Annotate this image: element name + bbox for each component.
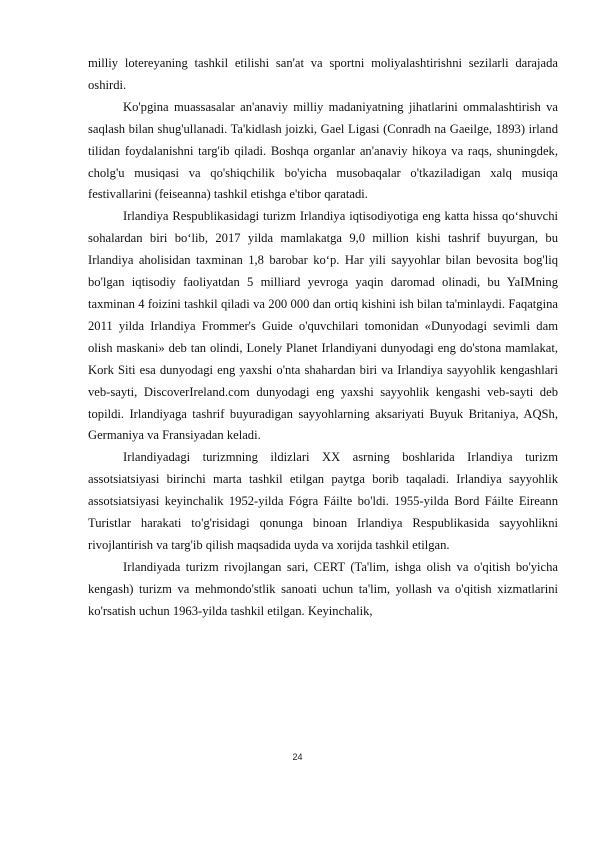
document-body [88, 53, 558, 623]
paragraph-cert-training: Irlandiyada turizm rivojlangan sari, CERT (Ta'lim, ishga olish va o'qitish bo'yicha kengash) turizm va mehmondo'stlik sanoati uchun ta'lim, yollash va o'qitish xizmatlarini ko'rsatish uchun 1963-yilda tashkil etilgan. Keyinchalik, [88, 559, 558, 618]
paragraph-continuation: milliy lotereyaning tashkil etilishi san'at va sportni moliyalashtirishni sezilarli darajada oshirdi. [88, 56, 558, 92]
paragraph-tourism-economy: Irlandiya Respublikasidagi turizm Irlandiya iqtisodiyotiga eng katta hissa qo‘shuvchi sohalardan biri bo‘lib, 2017 yilda mamlakatga 9,0 million kishi tashrif buyurgan, bu Irlandiya aholisidan taxminan 1,8 barobar ko‘p. Har yili sayyohlar bilan bevosita bog'liq bo'lgan iqtisodiy faoliyatdan 5 milliard yevroga yaqin daromad olinadi, bu YaIMning taxminan 4 foizini tashkil qiladi va 200 000 dan ortiq kishini ish bilan ta'minlaydi. Faqatgina 2011 yilda Irlandiya Frommer's Guide o'quvchilari tomonidan «Dunyodagi sevimli dam olish maskani» deb tan olindi, Lonely Planet Irlandiyani dunyodagi eng do'stona mamlakat, Kork Siti esa dunyodagi eng yaxshi o'nta shahardan biri va Irlandiya sayyohlik kengashlari veb-sayti, DiscoverIreland.com dunyodagi eng yaxshi sayyohlik kengashi veb-sayti deb topildi. Irlandiyaga tashrif buyuradigan sayyohlarning aksariyati Buyuk Britaniya, AQSh, Germaniya va Fransiyadan keladi. [88, 209, 558, 443]
page-number: 24 [292, 752, 303, 762]
paragraph-cultural-institutions: Ko'pgina muassasalar an'anaviy milliy madaniyatning jihatlarini ommalashtirish va saqlash bilan shug'ullanadi. Ta'kidlash joizki, Gael Ligasi (Conradh na Gaeilge, 1893) irland tilidan foydalanishni targ'ib qiladi. Boshqa organlar an'anaviy hikoya va raqs, shuningdek, cholg'u musiqasi va qo'shiqchilik bo'yicha musobaqalar o'tkaziladigan xalq musiqa festivallarini (feiseanna) tashkil etishga e'tibor qaratadi. [88, 99, 558, 202]
paragraph-tourism-history: Irlandiyadagi turizmning ildizlari XX asrning boshlarida Irlandiya turizm assotsiatsiyasi birinchi marta tashkil etilgan paytga borib taqaladi. Irlandiya sayyohlik assotsiatsiyasi keyinchalik 1952-yilda Fógra Fáilte bo'ldi. 1955-yilda Bord Fáilte Eireann Turistlar harakati to'g'risidagi qonunga binoan Irlandiya Respublikasida sayyohlikni rivojlantirish va targ'ib qilish maqsadida uyda va xorijda tashkil etilgan. [88, 450, 558, 552]
